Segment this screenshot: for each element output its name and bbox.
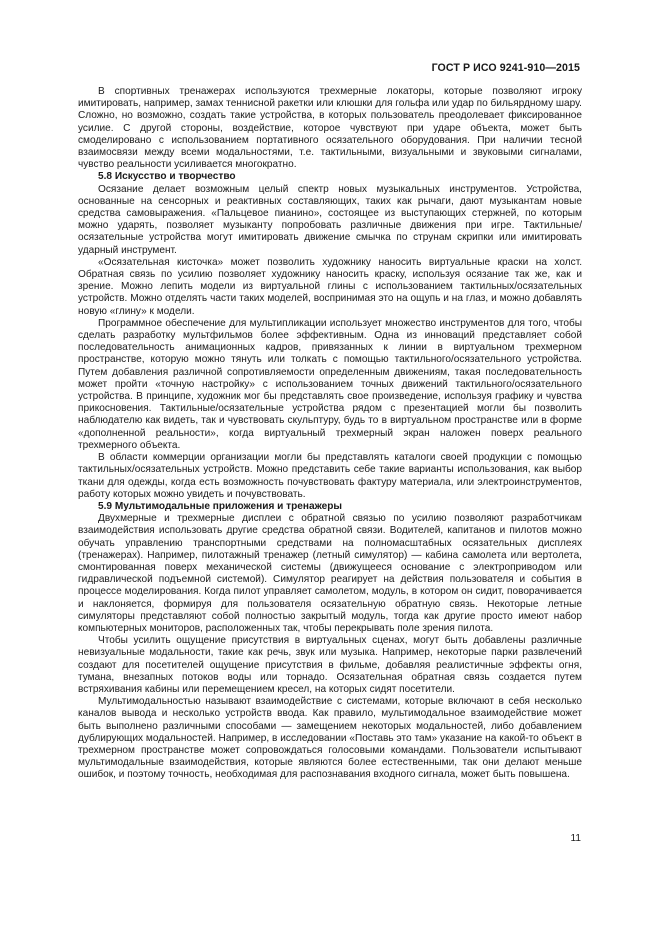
section-heading-5-8: 5.8 Искусство и творчество	[98, 171, 236, 183]
paragraph: Чтобы усилить ощущение присутствия в виртуальных сценах, могут быть добавлены различные невизуальные модальности, такие как речь, звук или музыка. Например, некоторые парки развлечений создают для посетителей ощущение присутствия в фильме, добавляя реалистичные эффекты огня, тумана, внезапных потоков воды или торнадо. Осязательная обратная связь создается путем встряхивания кабины или перемещением кресел, на которых сидят посетители.	[78, 635, 582, 695]
paragraph: Осязание делает возможным целый спектр новых музыкальных инструментов. Устройства, основанные на сенсорных и реактивных составляющих, таких как рычаги, дают музыкантам новые средства самовыражения. «Пальцевое пианино», состоящее из выступающих стержней, по которым можно ударять, позволяет музыканту попробовать различные движения при игре. Тактильные/осязательные устройства могут имитировать движение смычка по струнам скрипки или имитировать ударный инструмент.	[78, 183, 582, 256]
page-body	[78, 86, 582, 782]
section-heading-5-9: 5.9 Мультимодальные приложения и тренажеры	[98, 500, 343, 512]
paragraph: В области коммерции организации могли бы представлять каталоги своей продукции с помощью тактильных/осязательных устройств. Можно представить себе такие варианты использования, как выбор ткани для одежды, когда есть возможность почувствовать фактуру материала, или электроинструментов, работу которых можно увидеть и почувствовать.	[78, 452, 582, 500]
paragraph: Программное обеспечение для мультипликации использует множество инструментов для того, чтобы сделать разработку мультфильмов более эффективным. Одна из инноваций представляет собой последовательность анимационных кадров, привязанных к линии в виртуальном трехмерном пространстве, которую можно тянуть или толкать с помощью тактильного/осязательного устройства. Путем добавления различной сопротивляемости определенным движениям, такая последовательность может пройти «точную настройку» с использованием точных движений тактильного/осязательного устройства. В принципе, художник мог бы представлять свое произведение, используя графику и чувства прикосновения. Тактильные/осязательные устройства рядом с презентацией могли бы позволить наблюдателю как видеть, так и чувствовать скульптуру, будь то в виртуальном пространстве или в форме «дополненной реальности», когда виртуальный трехмерный экран наложен поверх реального трехмерного объекта.	[78, 317, 582, 451]
page-number: 11	[570, 833, 581, 844]
standard-code-header: ГОСТ Р ИСО 9241-910—2015	[431, 62, 580, 74]
paragraph: Мультимодальностью называют взаимодействие с системами, которые включают в себя несколько каналов вывода и несколько устройств ввода. Как правило, мультимодальное взаимодействие может быть выполнено различными способами — замещением некоторых модальностей, либо добавлением дублирующих модальностей. Например, в исследовании «Поставь это там» указание на какой-то объект в трехмерном пространстве может сопровождаться голосовыми командами. Пользователи испытывают мультимодальные взаимодействия, которые являются более естественными, так они делают меньше ошибок, и поэтому точность, необходимая для распознавания входного сигнала, может быть повышена.	[78, 696, 582, 781]
paragraph: В спортивных тренажерах используются трехмерные локаторы, которые позволяют игроку имитировать, например, замах теннисной ракетки или клюшки для гольфа или удар по бильярдному шару. Сложно, но возможно, создать такие устройства, в которых пользователь преодолевает фиксированное усилие. С другой стороны, воздействие, которое чувствуют при ударе объекта, может быть смоделировано с использованием портативного осязательного оборудования. При наличии тесной взаимосвязи между всеми модальностями, т.е. тактильными, визуальными и звуковыми сигналами, чувство реальности усиливается многократно.	[78, 86, 582, 171]
paragraph: Двухмерные и трехмерные дисплеи с обратной связью по усилию позволяют разработчикам взаимодействия использовать другие средства обратной связи. Водителей, капитанов и пилотов можно обучать управлению транспортными средствами на полномасштабных осязательных дисплеях (тренажерах). Например, пилотажный тренажер (летный симулятор) — кабина самолета или вертолета, смонтированная поверх механической системы (движущееся основание с электроприводом или гидравлической подъемной системой). Симулятор реагирует на действия пользователя и события в процессе моделирования. Когда пилот управляет самолетом, модуль, в котором он сидит, поворачивается и наклоняется, формируя для пользователя осязательную обратную связь. Некоторые летные симуляторы представляют собой полностью закрытый модуль, тогда как другие просто имеют набор компьютерных мониторов, расположенных так, чтобы перекрывать поле зрения пилота.	[78, 513, 582, 634]
paragraph: «Осязательная кисточка» может позволить художнику наносить виртуальные краски на холст. Обратная связь по усилию позволяет художнику наносить краску, используя осязание так же, как и зрение. Можно лепить модели из виртуальной глины с использованием тактильных/осязательных устройств. Можно отделять части таких моделей, воспринимая это на ощупь и на глаз, и можно добавлять новую «глину» к модели.	[78, 256, 582, 317]
